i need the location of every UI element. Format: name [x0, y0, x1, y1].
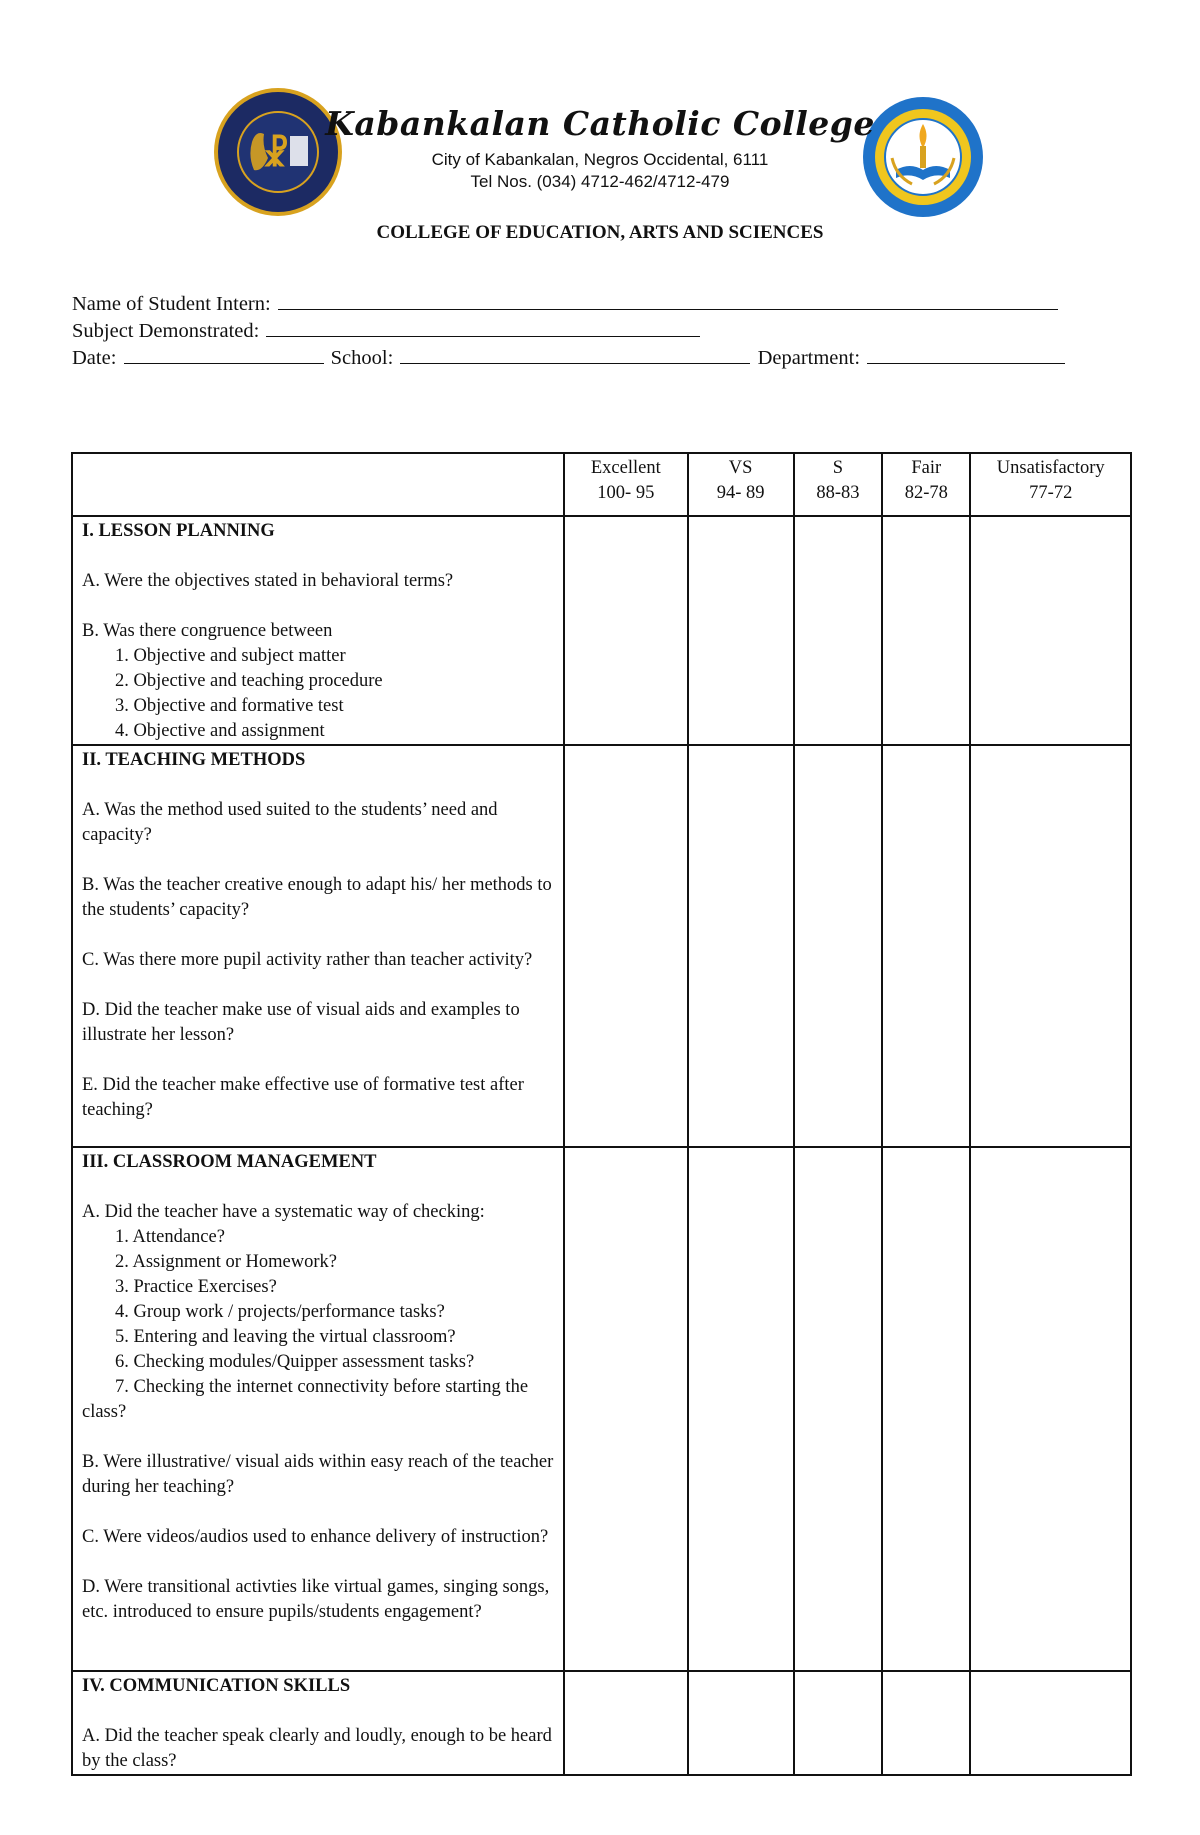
rating-range: 82-78 — [904, 483, 948, 503]
sub-item: 5. Entering and leaving the virtual classroom? — [115, 1327, 456, 1347]
rating-cell[interactable] — [882, 1147, 970, 1671]
criteria-cell — [72, 1147, 564, 1671]
question-e: E. Did the teacher make effective use of formative test after teaching? — [82, 1075, 524, 1120]
rating-cell[interactable] — [882, 745, 970, 1147]
rating-cell[interactable] — [794, 1147, 882, 1671]
rating-cell[interactable] — [970, 1147, 1131, 1671]
rating-label: VS — [728, 458, 753, 478]
rating-range: 77-72 — [1029, 483, 1073, 503]
rating-cell[interactable] — [794, 516, 882, 745]
section-title: IV. COMMUNICATION SKILLS — [82, 1676, 351, 1696]
rating-cell[interactable] — [688, 1147, 794, 1671]
question-a: A. Did the teacher speak clearly and loudly, enough to be heard by the class? — [82, 1726, 552, 1771]
section-row-classroom-management — [72, 1147, 1131, 1671]
question-b: B. Was the teacher creative enough to adapt his/ her methods to the students’ capacity? — [82, 875, 552, 920]
sub-item: 3. Objective and formative test — [115, 696, 344, 716]
sub-item: 1. Attendance? — [115, 1227, 225, 1247]
section-row-communication-skills — [72, 1671, 1131, 1775]
rating-cell[interactable] — [970, 1671, 1131, 1775]
rating-label: Unsatisfactory — [996, 458, 1105, 478]
rating-label: Excellent — [590, 458, 661, 478]
rating-header-s — [794, 453, 882, 516]
question-a: A. Did the teacher have a systematic way of checking: — [82, 1202, 485, 1222]
section-title: III. CLASSROOM MANAGEMENT — [82, 1152, 377, 1172]
subject-field-line — [72, 318, 1132, 345]
criteria-header — [72, 453, 564, 516]
subject-label: Subject Demonstrated: — [72, 320, 260, 342]
rating-range: 100- 95 — [597, 483, 655, 503]
school-label: School: — [330, 347, 394, 369]
rating-cell[interactable] — [794, 745, 882, 1147]
svg-text:☧: ☧ — [262, 135, 290, 175]
question-a: A. Were the objectives stated in behavioral terms? — [82, 571, 454, 591]
name-label: Name of Student Intern: — [72, 293, 271, 315]
subject-blank[interactable] — [266, 318, 700, 337]
department-label: Department: — [757, 347, 861, 369]
question-d: D. Were transitional activties like virtual games, singing songs, etc. introduced to ensure pupils/students engagement? — [82, 1577, 550, 1622]
section-title: I. LESSON PLANNING — [82, 521, 275, 541]
rating-label: S — [832, 458, 844, 478]
section-title: II. TEACHING METHODS — [82, 750, 306, 770]
rating-cell[interactable] — [688, 1671, 794, 1775]
section-row-teaching-methods — [72, 745, 1131, 1147]
rating-range: 94- 89 — [716, 483, 765, 503]
sub-item: 3. Practice Exercises? — [115, 1277, 277, 1297]
rating-header-fair — [882, 453, 970, 516]
sub-item: 1. Objective and subject matter — [115, 646, 346, 666]
department-title: COLLEGE OF EDUCATION, ARTS AND SCIENCES — [376, 222, 824, 243]
name-field-line — [72, 291, 1132, 318]
rating-label: Fair — [911, 458, 942, 478]
rating-header-excellent — [564, 453, 687, 516]
rating-cell[interactable] — [882, 1671, 970, 1775]
rating-range: 88-83 — [816, 483, 860, 503]
rating-cell[interactable] — [688, 516, 794, 745]
evaluation-table — [71, 452, 1132, 1776]
rating-cell[interactable] — [882, 516, 970, 745]
question-b: B. Was there congruence between — [82, 621, 333, 641]
rating-cell[interactable] — [564, 745, 687, 1147]
rating-cell[interactable] — [794, 1671, 882, 1775]
section-row-lesson-planning — [72, 516, 1131, 745]
rating-cell[interactable] — [564, 1671, 687, 1775]
criteria-cell — [72, 516, 564, 745]
rating-cell[interactable] — [688, 745, 794, 1147]
rating-cell[interactable] — [970, 745, 1131, 1147]
rating-header-unsatisfactory — [970, 453, 1131, 516]
question-d: D. Did the teacher make use of visual aids and examples to illustrate her lesson? — [82, 1000, 520, 1045]
college-telephone: Tel Nos. (034) 4712-462/4712-479 — [470, 172, 730, 191]
date-school-department-line — [72, 345, 1132, 372]
question-c: C. Were videos/audios used to enhance delivery of instruction? — [82, 1527, 549, 1547]
sub-item: 7. Checking the internet connectivity before starting the class? — [82, 1377, 529, 1422]
name-blank[interactable] — [278, 291, 1058, 310]
rating-header-vs — [688, 453, 794, 516]
sub-item: 2. Assignment or Homework? — [115, 1252, 337, 1272]
college-address: City of Kabankalan, Negros Occidental, 6111 — [431, 150, 769, 169]
criteria-cell — [72, 1671, 564, 1775]
question-c: C. Was there more pupil activity rather than teacher activity? — [82, 950, 533, 970]
sub-item: 2. Objective and teaching procedure — [115, 671, 383, 691]
intern-info-fields — [72, 291, 1132, 372]
department-blank[interactable] — [867, 345, 1065, 364]
rating-cell[interactable] — [564, 1147, 687, 1671]
question-a: A. Was the method used suited to the students’ need and capacity? — [82, 800, 498, 845]
criteria-cell — [72, 745, 564, 1147]
rating-cell[interactable] — [564, 516, 687, 745]
rating-cell[interactable] — [970, 516, 1131, 745]
sub-item: 4. Group work / projects/performance tasks? — [115, 1302, 445, 1322]
school-blank[interactable] — [400, 345, 750, 364]
college-name: Kabankalan Catholic College — [325, 104, 875, 143]
date-blank[interactable] — [124, 345, 324, 364]
sub-item: 6. Checking modules/Quipper assessment tasks? — [115, 1352, 475, 1372]
table-header-row — [72, 453, 1131, 516]
question-b: B. Were illustrative/ visual aids within easy reach of the teacher during her teaching? — [82, 1452, 554, 1497]
date-label: Date: — [72, 347, 117, 369]
sub-item: 4. Objective and assignment — [115, 721, 325, 741]
